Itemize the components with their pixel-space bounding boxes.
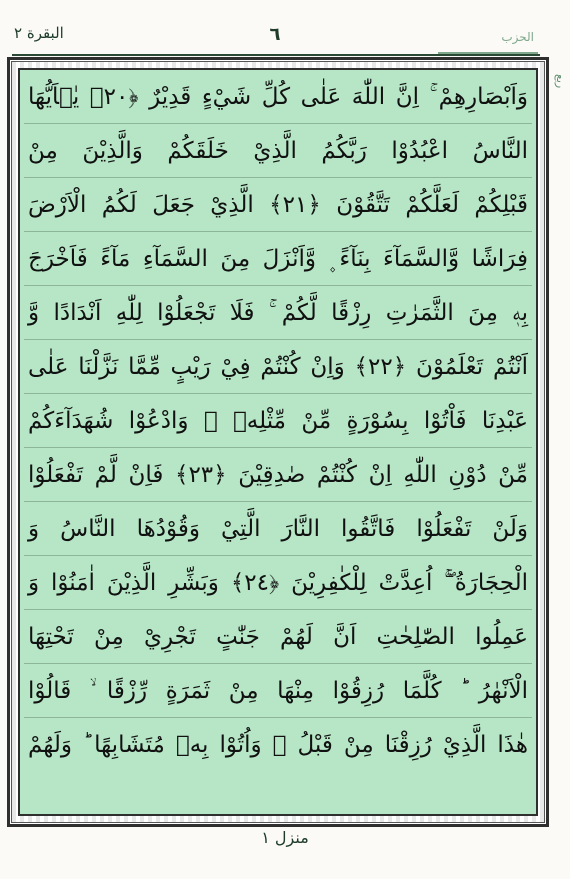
verse-line: وَاَبْصَارِهِمْ ۚ اِنَّ اللّٰهَ عَلٰى كُلِّ شَيْءٍ قَدِيْرٌ ﴿٢٠﴾ يٰۤاَيُّهَا [28, 84, 528, 110]
line-separator [24, 447, 532, 448]
line-separator [24, 663, 532, 664]
verse-line: اَنْتُمْ تَعْلَمُوْنَ ﴿٢٢﴾ وَاِنْ كُنْتُمْ فِيْ رَيْبٍ مِّمَّا نَزَّلْنَا عَلٰى [28, 354, 528, 380]
line-separator [24, 285, 532, 286]
line-separator [24, 123, 532, 124]
page-number: ٦ [269, 24, 281, 45]
verse-line: قَبْلِكُمْ لَعَلَّكُمْ تَتَّقُوْنَ ﴿٢١﴾ الَّذِيْ جَعَلَ لَكُمُ الْاَرْضَ [28, 192, 528, 218]
verse-line: عَبْدِنَا فَاْتُوْا بِسُوْرَةٍ مِّنْ مِّثْلِهٖ ۪ وَادْعُوْا شُهَدَآءَكُمْ [28, 408, 528, 434]
hizb-marker [438, 30, 538, 54]
verse-line: النَّاسُ اعْبُدُوْا رَبَّكُمُ الَّذِيْ خَلَقَكُمْ وَالَّذِيْنَ مِنْ [28, 138, 528, 164]
verse-line: عَمِلُوا الصّٰلِحٰتِ اَنَّ لَهُمْ جَنّٰتٍ تَجْرِيْ مِنْ تَحْتِهَا [28, 624, 528, 650]
line-separator [24, 501, 532, 502]
header-rule [12, 54, 540, 56]
line-separator [24, 177, 532, 178]
hizb-label: الحزب [501, 30, 534, 44]
verse-line: مِّنْ دُوْنِ اللّٰهِ اِنْ كُنْتُمْ صٰدِقِيْنَ ﴿٢٣﴾ فَاِنْ لَّمْ تَفْعَلُوْا [28, 462, 529, 488]
line-separator [24, 393, 532, 394]
rub-margin-note: ربع [554, 74, 567, 89]
verse-line: الْحِجَارَةُ ۖۚ اُعِدَّتْ لِلْكٰفِرِيْنَ ﴿٢٤﴾ وَبَشِّرِ الَّذِيْنَ اٰمَنُوْا وَ [28, 570, 528, 596]
line-separator [24, 609, 532, 610]
line-separator [24, 231, 532, 232]
verse-line: بِهٖ مِنَ الثَّمَرٰتِ رِزْقًا لَّكُمْ ۚ فَلَا تَجْعَلُوْا لِلّٰهِ اَنْدَادًا وَّ [28, 300, 528, 326]
verse-line: وَلَنْ تَفْعَلُوْا فَاتَّقُوا النَّارَ الَّتِيْ وَقُوْدُهَا النَّاسُ وَ [28, 516, 528, 542]
surah-name-header: البقرة ٢ [14, 24, 64, 42]
line-separator [24, 339, 532, 340]
line-separator [24, 717, 532, 718]
manzil-footer: منزل ١ [261, 828, 309, 847]
verse-line: الْاَنْهٰرُ ؕ كُلَّمَا رُزِقُوْا مِنْهَا مِنْ ثَمَرَةٍ رِّزْقًا ۙ قَالُوْا [28, 678, 528, 704]
verse-line: فِرَاشًا وَّالسَّمَآءَ بِنَآءً ۪ وَّاَنْزَلَ مِنَ السَّمَآءِ مَآءً فَاَخْرَجَ [28, 246, 528, 272]
line-separator [24, 555, 532, 556]
verse-line: هٰذَا الَّذِيْ رُزِقْنَا مِنْ قَبْلُ ۙ وَاُتُوْا بِهٖ مُتَشَابِهًا ؕ وَلَهُمْ [28, 732, 528, 758]
